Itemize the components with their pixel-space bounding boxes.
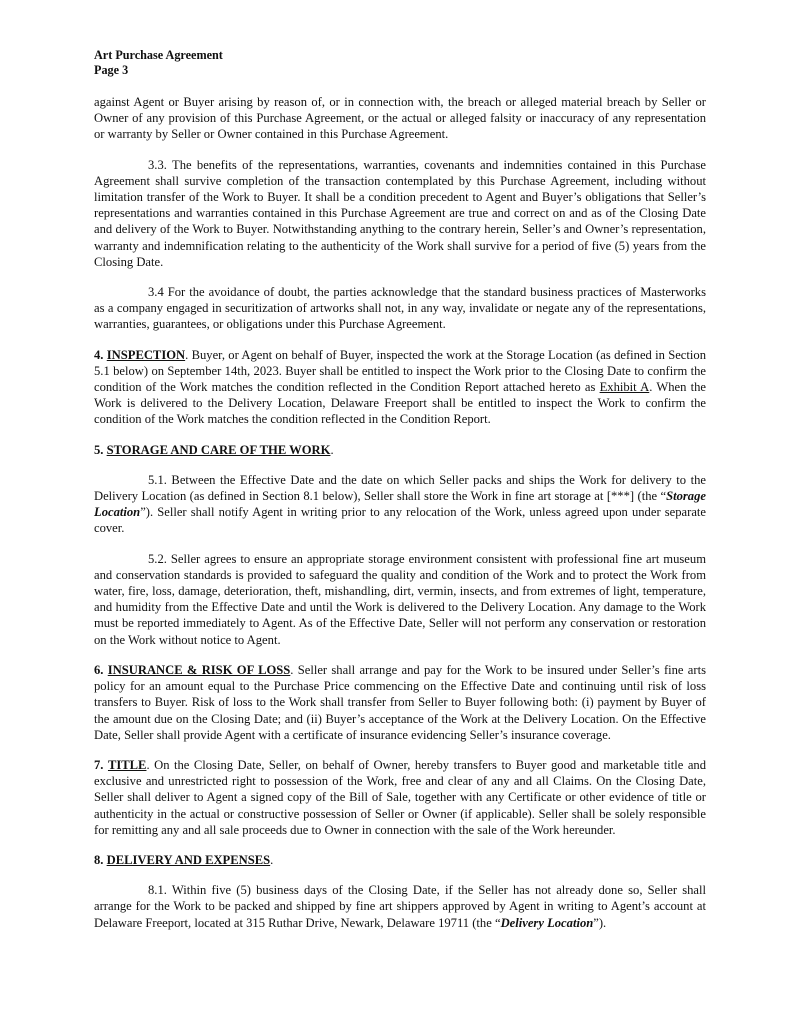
document-title: Art Purchase Agreement: [94, 48, 223, 62]
section-4-text-b: . When the Work is delivered to the Delivery Location, Delaware Freeport shall be entitled to inspect the Work to confirm the condition of the Work matches the condition reflected in the Condition Report.: [94, 380, 706, 427]
section-4-number: 4.: [94, 347, 104, 362]
section-5-heading-line: [94, 442, 706, 458]
paragraph-3-3: 3.3. The benefits of the representations, warranties, covenants and indemnities contained in this Purchase Agreement shall survive completion of the transaction contemplated by this Purchase Agreement, including without limitation transfer of the Work to Buyer. It shall be a condition precedent to Agent and Buyer’s obligations that Seller’s representations and warranties contained in this Purchase Agreement are true and correct on and as of the Closing Date and delivery of the Work to Buyer. Notwithstanding anything to the contrary herein, Seller’s and Owner’s representation, warranty and indemnification relating to the authenticity of the Work shall survive for a period of five (5) years from the Closing Date.: [94, 157, 706, 269]
section-7-number: 7.: [94, 757, 104, 772]
section-5-period: .: [330, 442, 334, 457]
section-5-number: 5.: [94, 442, 104, 457]
section-6-insurance: [94, 662, 706, 743]
paragraph-5-1: [94, 472, 706, 537]
paragraph-5-2: 5.2. Seller agrees to ensure an appropriate storage environment consistent with professional fine art museum and conservation standards is provided to safeguard the quality and condition of the Work and to protect the Work from water, fire, loss, damage, deterioration, theft, mishandling, dirt, vermin, insects, and from extremes of light, temperature, and humidity from the Effective Date and until the Work is delivered to the Delivery Location. Any damage to the Work must be reported immediately to Agent. As of the Effective Date, Seller will not perform any conservation or restoration on the Work without notice to Agent.: [94, 551, 706, 647]
section-8-period: .: [270, 852, 274, 867]
section-6-text: . Seller shall arrange and pay for the Work to be insured under Seller’s fine arts policy for an amount equal to the Purchase Price commencing on the Effective Date and continuing until risk of loss transfers to Buyer. Risk of loss to the Work shall transfer from Seller to Buyer following both: (i) payment by Buyer of the amount due on the Closing Date; and (ii) Buyer’s acceptance of the Work at the Delivery Location. On the Effective Date, Seller shall provide Agent with a certificate of insurance evidencing Seller’s insurance coverage.: [94, 662, 706, 742]
section-4-heading: INSPECTION: [106, 347, 186, 362]
section-7-text: . On the Closing Date, Seller, on behalf of Owner, hereby transfers to Buyer good and marketable title and exclusive and unrestricted right to possession of the Work, free and clear of any and all Claims. On the Closing Date, Seller shall deliver to Agent a signed copy of the Bill of Sale, together with any Certificate or other evidence of title or authenticity in the actual or constructive possession of Seller or Owner (if applicable). Seller shall be solely responsible for remitting any and all sale proceeds due to Owner in connection with the sale of the Work hereunder.: [94, 757, 707, 837]
document-body: [94, 94, 706, 945]
section-6-number: 6.: [94, 662, 104, 677]
section-4-text-a: . Buyer, or Agent on behalf of Buyer, inspected the work at the Storage Location (as defined in Section 5.1 below) on September 14th, 2023. Buyer shall be entitled to inspect the Work prior to the Closing Date to confirm the condition of the Work matches the condition reflected in the Condition Report attached hereto as: [94, 347, 706, 395]
section-8-number: 8.: [94, 852, 104, 867]
section-8-heading-line: [94, 852, 706, 868]
section-7-heading: TITLE: [107, 757, 147, 772]
paragraph-8-1-a: 8.1. Within five (5) business days of the Closing Date, if the Seller has not already done so, Seller shall arrange for the Work to be packed and shipped by fine art shippers approved by Agent in writing to Agent’s account at Delaware Freeport, located at 315 Ruthar Drive, Newark, Delaware 19711 (the “: [94, 883, 706, 930]
term-storage-location: Storage Location: [94, 489, 706, 520]
exhibit-a-link[interactable]: Exhibit A: [599, 380, 650, 395]
section-5-heading: STORAGE AND CARE OF THE WORK: [106, 442, 331, 457]
page-number: Page 3: [94, 63, 129, 77]
section-8-heading: DELIVERY AND EXPENSES: [106, 852, 271, 867]
section-6-heading: INSURANCE & RISK OF LOSS: [107, 662, 291, 677]
paragraph-8-1: [94, 882, 706, 931]
paragraph-5-1-b: ”). Seller shall notify Agent in writing prior to any relocation of the Work, unless agreed upon under separate cover.: [94, 505, 706, 536]
paragraph-continuation: against Agent or Buyer arising by reason of, or in connection with, the breach or alleged material breach by Seller or Owner of any provision of this Purchase Agreement, or the actual or alleged falsity or inaccuracy of any representation or warranty by Seller or Owner contained in this Purchase Agreement.: [94, 95, 706, 142]
section-4-inspection: [94, 347, 706, 428]
paragraph-8-1-b: ”).: [593, 915, 607, 930]
section-7-title: [94, 757, 706, 838]
paragraph-3-4: 3.4 For the avoidance of doubt, the parties acknowledge that the standard business practices of Masterworks as a company engaged in securitization of artworks shall not, in any way, invalidate or negate any of the representations, warranties, guarantees, or obligations under this Purchase Agreement.: [94, 285, 706, 332]
paragraph-5-1-a: 5.1. Between the Effective Date and the date on which Seller packs and ships the Work for delivery to the Delivery Location (as defined in Section 8.1 below), Seller shall store the Work in fine art storage at [***] (the “: [94, 472, 706, 504]
term-delivery-location: Delivery Location: [500, 915, 594, 930]
